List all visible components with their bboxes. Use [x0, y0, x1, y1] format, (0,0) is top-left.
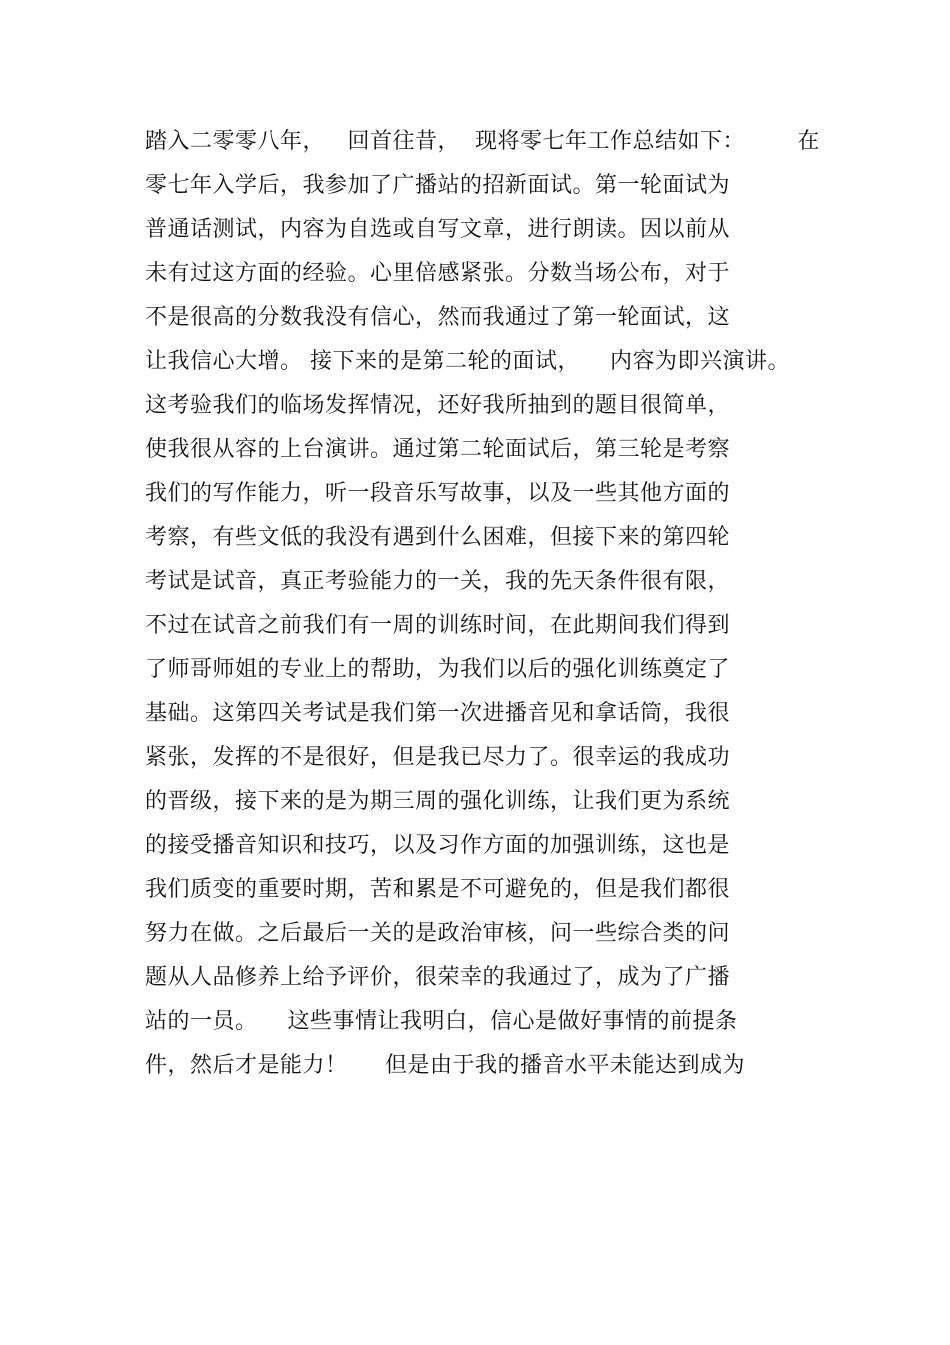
text-line: 不过在试音之前我们有一周的训练时间，在此期间我们得到: [145, 613, 731, 638]
text-line: 使我很从容的上台演讲。通过第二轮面试后，第三轮是考察: [145, 437, 731, 462]
body-text: [145, 120, 825, 1088]
text-line: 题从人品修养上给予评价，很荣幸的我通过了，成为了广播: [145, 965, 731, 990]
text-line: 我们质变的重要时期，苦和累是不可避免的，但是我们都很: [145, 877, 731, 902]
text-line: 考察，有些文低的我没有遇到什么困难，但接下来的第四轮: [145, 525, 731, 550]
text-line: 踏入二零零八年， 回首往昔， 现将零七年工作总结如下： 在: [145, 129, 820, 154]
text-line: 件，然后才是能力！ 但是由于我的播音水平未能达到成为: [145, 1053, 745, 1078]
text-line: 我们的写作能力，听一段音乐写故事，以及一些其他方面的: [145, 481, 731, 506]
text-line: 紧张，发挥的不是很好，但是我已尽力了。很幸运的我成功: [145, 745, 731, 770]
text-line: 不是很高的分数我没有信心，然而我通过了第一轮面试，这: [145, 305, 731, 330]
text-line: 努力在做。之后最后一关的是政治审核，问一些综合类的问: [145, 921, 731, 946]
text-line: 让我信心大增。 接下来的是第二轮的面试， 内容为即兴演讲。: [145, 349, 790, 374]
text-line: 零七年入学后，我参加了广播站的招新面试。第一轮面试为: [145, 173, 731, 198]
text-line: 站的一员。 这些事情让我明白，信心是做好事情的前提条: [145, 1009, 738, 1034]
text-line: 考试是试音，真正考验能力的一关，我的先天条件很有限，: [145, 569, 731, 594]
text-line: 的晋级，接下来的是为期三周的强化训练，让我们更为系统: [145, 789, 731, 814]
text-line: 这考验我们的临场发挥情况，还好我所抽到的题目很简单，: [145, 393, 731, 418]
text-line: 未有过这方面的经验。心里倍感紧张。分数当场公布，对于: [145, 261, 731, 286]
text-line: 了师哥师姐的专业上的帮助，为我们以后的强化训练奠定了: [145, 657, 731, 682]
text-line: 的接受播音知识和技巧，以及习作方面的加强训练，这也是: [145, 833, 731, 858]
text-line: 基础。这第四关考试是我们第一次进播音见和拿话筒，我很: [145, 701, 731, 726]
text-line: 普通话测试，内容为自选或自写文章，进行朗读。因以前从: [145, 217, 731, 242]
